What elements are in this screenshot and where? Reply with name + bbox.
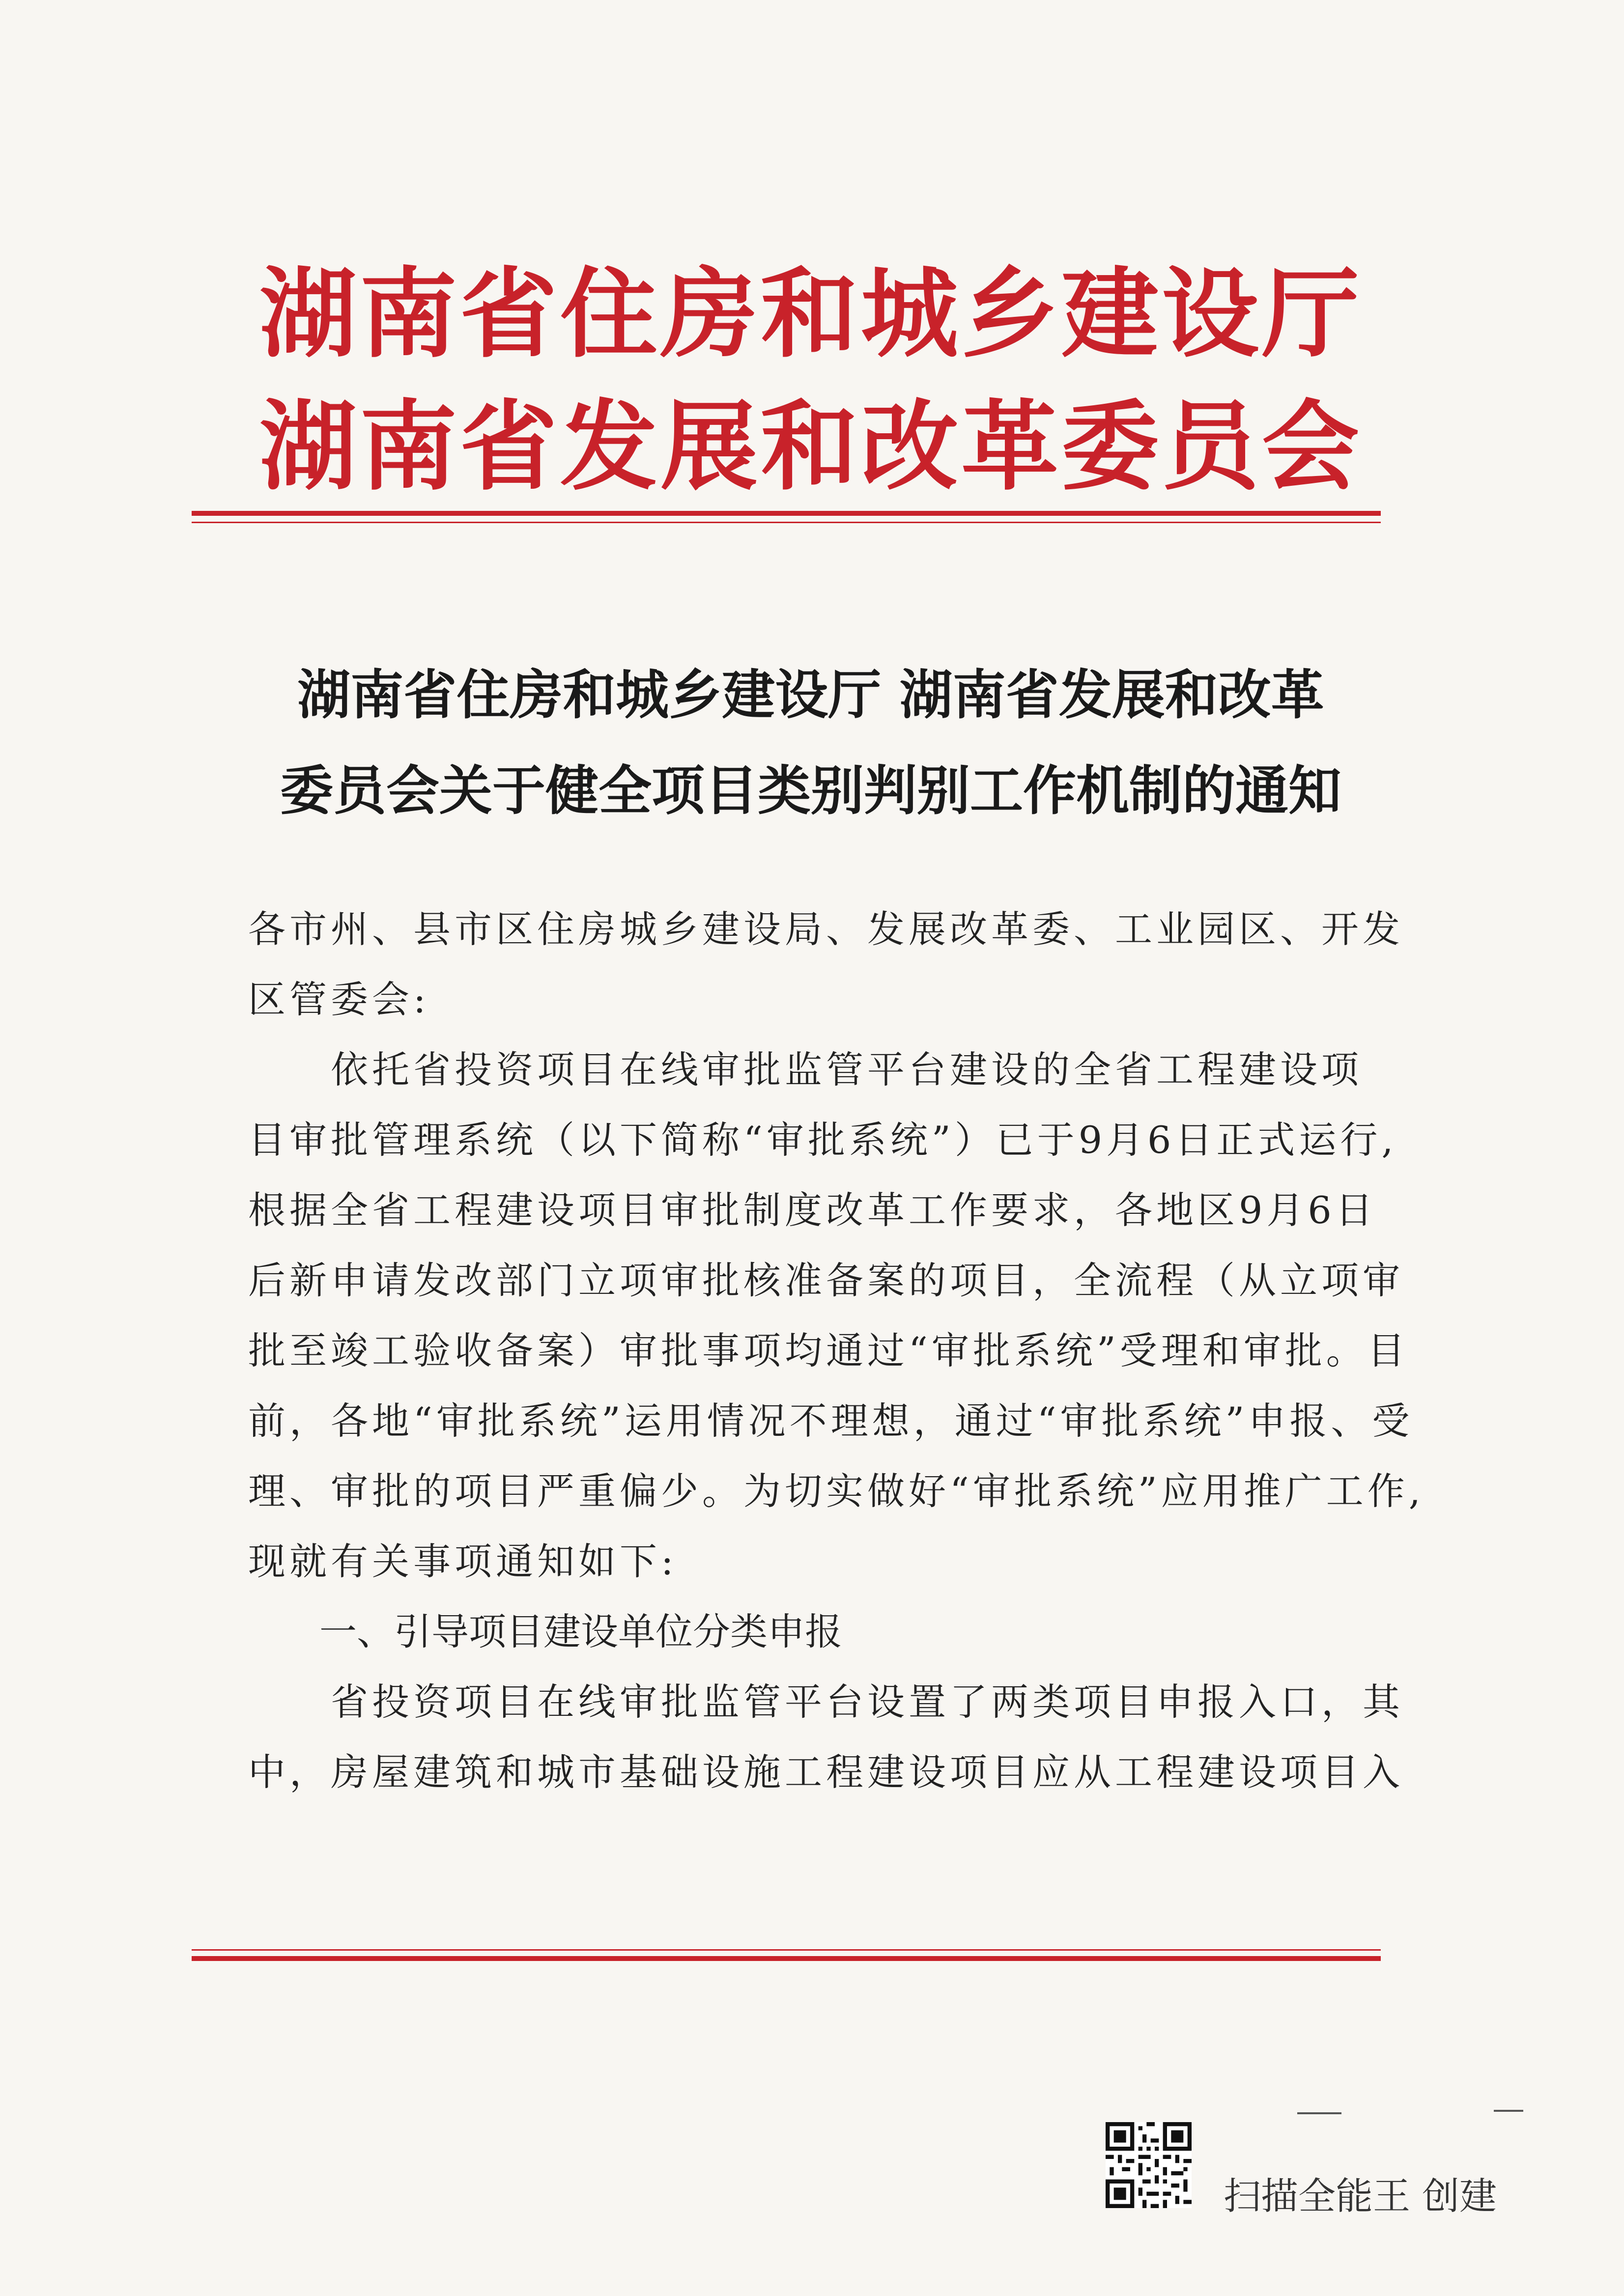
body-line-8: 前，各地“审批系统”运用情况不理想，通过“审批系统”申报、受 xyxy=(248,1399,1414,1443)
body-line-3: 依托省投资项目在线审批监管平台建设的全省工程建设项 xyxy=(248,1048,1363,1092)
footer-rule-thick xyxy=(192,1956,1381,1961)
qr-code-icon xyxy=(1106,2122,1192,2208)
body-line-4: 目审批管理系统（以下简称“审批系统”）已于9月6日正式运行, xyxy=(248,1118,1397,1162)
document-title-line-2: 委员会关于健全项目类别判别工作机制的通知 xyxy=(280,760,1341,822)
body-line-7: 批至竣工验收备案）审批事项均通过“审批系统”受理和审批。目 xyxy=(248,1329,1409,1372)
body-line-9: 理、审批的项目严重偏少。为切实做好“审批系统”应用推广工作, xyxy=(248,1469,1425,1513)
body-line-1: 各市州、县市区住房城乡建设局、发展改革委、工业园区、开发 xyxy=(248,907,1404,951)
masthead-line-1: 湖南省住房和城乡建设厅 xyxy=(259,257,1362,371)
section-line-1: 省投资项目在线审批监管平台设置了两类项目申报入口，其 xyxy=(248,1680,1404,1724)
section-line-2: 中，房屋建筑和城市基础设施工程建设项目应从工程建设项目入 xyxy=(248,1750,1404,1794)
masthead-line-2: 湖南省发展和改革委员会 xyxy=(259,390,1362,504)
body-line-5: 根据全省工程建设项目审批制度改革工作要求，各地区9月6日 xyxy=(248,1188,1377,1232)
scan-mark-2 xyxy=(1494,2110,1523,2112)
document-title-line-1: 湖南省住房和城乡建设厅 湖南省发展和改革 xyxy=(297,664,1324,726)
body-line-2: 区管委会: xyxy=(248,978,430,1021)
footer-rule-thin xyxy=(192,1949,1381,1951)
header-rule-thick xyxy=(192,511,1381,516)
section-heading-1: 一、引导项目建设单位分类申报 xyxy=(319,1610,842,1653)
body-line-10: 现就有关事项通知如下: xyxy=(248,1540,678,1583)
scan-mark-1 xyxy=(1297,2112,1341,2114)
header-rule-thin xyxy=(192,522,1381,523)
body-line-6: 后新申请发改部门立项审批核准备案的项目，全流程（从立项审 xyxy=(248,1259,1404,1302)
scanner-watermark-label: 扫描全能王 创建 xyxy=(1224,2174,1497,2218)
